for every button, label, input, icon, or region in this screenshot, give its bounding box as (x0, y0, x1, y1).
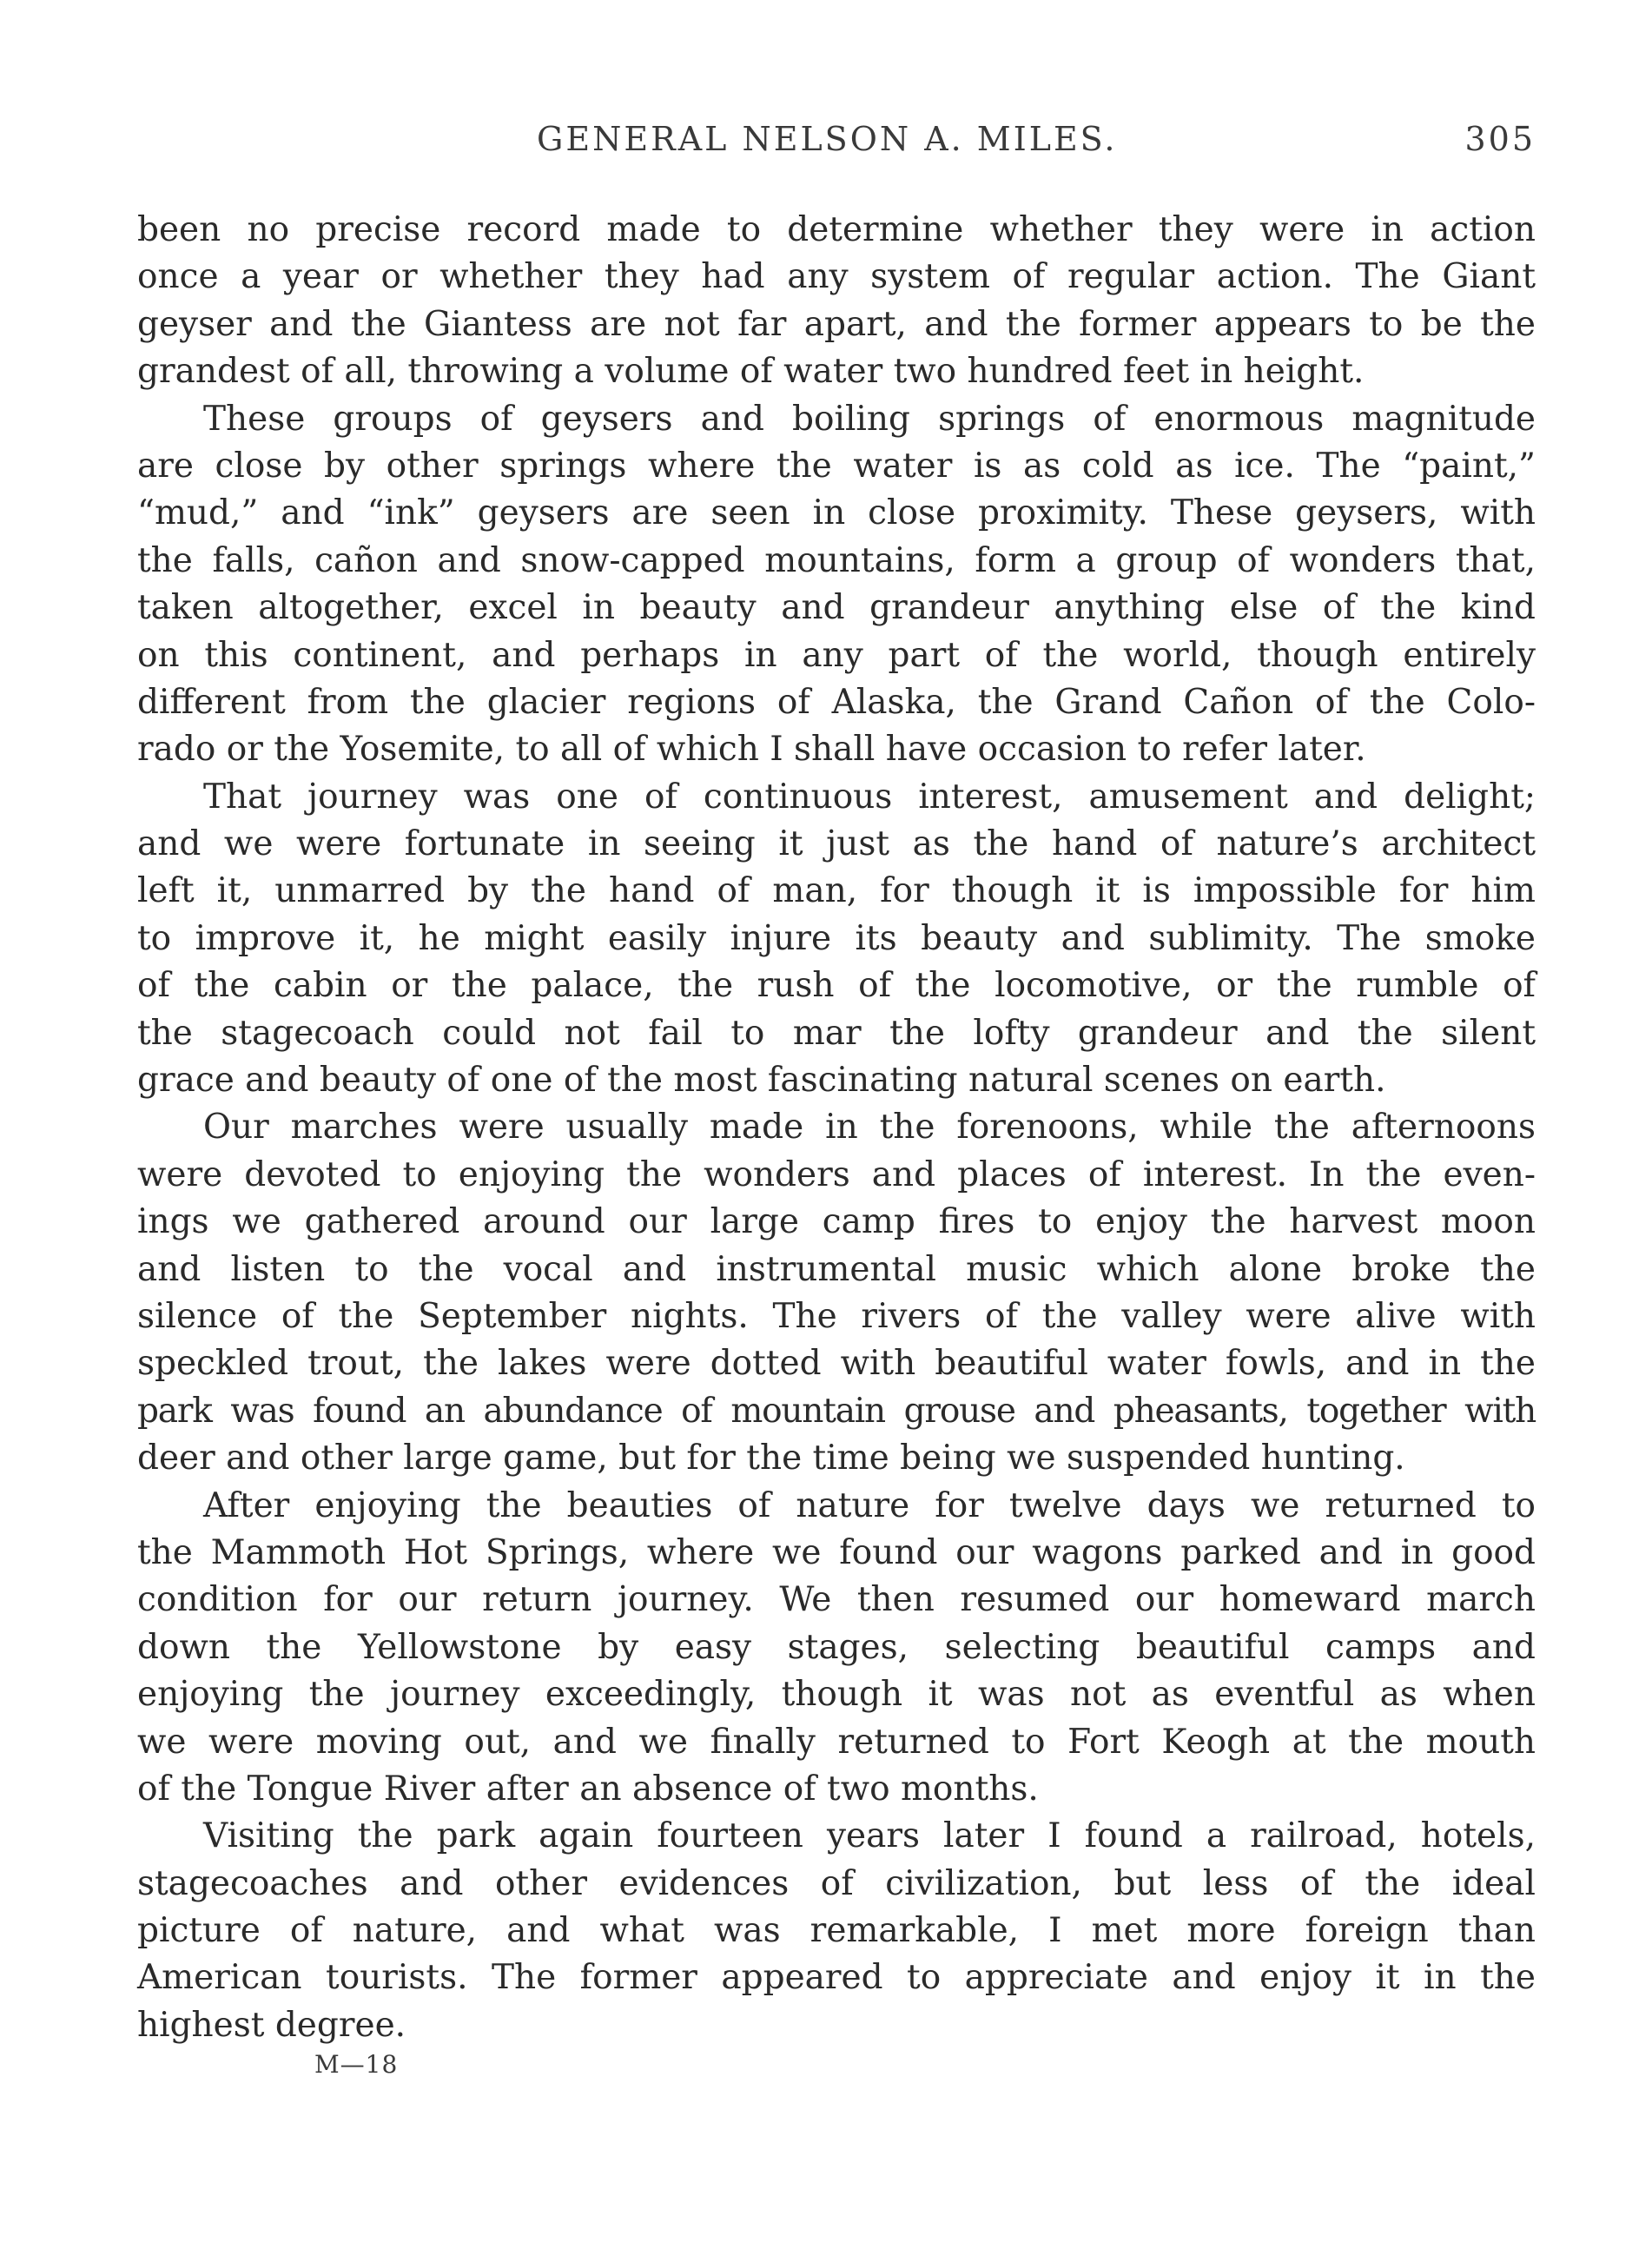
text-line: condition for our return journey. We then resumed our homeward march (137, 1580, 1536, 1620)
text-line: left it, unmarred by the hand of man, for though it is impossible for him (137, 871, 1536, 911)
text-line: grandest of all, throwing a volume of water two hundred feet in height. (137, 352, 1365, 392)
page-number: 305 (1464, 120, 1536, 158)
signature-mark: M—18 (314, 2050, 399, 2079)
text-line: of the cabin or the palace, the rush of the locomotive, or the rumble of (137, 966, 1536, 1006)
text-line: ings we gathered around our large camp fires to enjoy the harvest moon (137, 1202, 1536, 1242)
text-line: and listen to the vocal and instrumental music which alone broke the (137, 1249, 1536, 1289)
text-line: park was found an abundance of mountain grouse and pheasants, together with (137, 1391, 1536, 1431)
text-line: highest degree. (137, 2005, 406, 2045)
text-line: been no precise record made to determine whether they were in action (137, 210, 1536, 249)
running-title: GENERAL NELSON A. MILES. (537, 120, 1118, 158)
text-line: These groups of geysers and boiling springs of enormous magnitude (203, 399, 1536, 439)
text-line: to improve it, he might easily injure its beauty and sublimity. The smoke (137, 918, 1536, 958)
text-line: grace and beauty of one of the most fascinating natural scenes on earth. (137, 1061, 1386, 1101)
text-line: and we were fortunate in seeing it just as the hand of nature’s architect (137, 824, 1536, 864)
text-line: down the Yellowstone by easy stages, selecting beautiful camps and (137, 1627, 1536, 1667)
text-line: deer and other large game, but for the time being we suspended hunting. (137, 1439, 1405, 1478)
text-line: taken altogether, excel in beauty and grandeur anything else of the kind (137, 588, 1536, 628)
text-line: the stagecoach could not fail to mar the lofty grandeur and the silent (137, 1013, 1536, 1053)
text-line: the falls, cañon and snow-capped mountains, form a group of wonders that, (137, 540, 1536, 580)
text-line: are close by other springs where the water is as cold as ice. The “paint,” (137, 446, 1536, 486)
text-line: rado or the Yosemite, to all of which I shall have occasion to refer later. (137, 730, 1366, 770)
text-line: stagecoaches and other evidences of civilization, but less of the ideal (137, 1863, 1536, 1903)
body-text (137, 207, 1536, 2049)
running-head (137, 120, 1536, 172)
text-line: “mud,” and “ink” geysers are seen in close proximity. These geysers, with (137, 493, 1536, 533)
text-line: enjoying the journey exceedingly, though it was not as eventful as when (137, 1675, 1536, 1715)
text-line: speckled trout, the lakes were dotted with beautiful water fowls, and in the (137, 1344, 1536, 1384)
text-line: Visiting the park again fourteen years later I found a railroad, hotels, (203, 1816, 1536, 1856)
text-line: silence of the September nights. The rivers of the valley were alive with (137, 1296, 1536, 1336)
text-line: we were moving out, and we finally returned to Fort Keogh at the mouth (137, 1722, 1536, 1762)
text-line: picture of nature, and what was remarkable, I met more foreign than (137, 1911, 1536, 1951)
text-line: the Mammoth Hot Springs, where we found our wagons parked and in good (137, 1532, 1536, 1572)
text-line: geyser and the Giantess are not far apart, and the former appears to be the (137, 304, 1536, 344)
text-line: After enjoying the beauties of nature for twelve days we returned to (203, 1485, 1536, 1525)
text-line: once a year or whether they had any system of regular action. The Giant (137, 257, 1536, 297)
text-line: were devoted to enjoying the wonders and places of interest. In the even- (137, 1154, 1536, 1194)
text-line: American tourists. The former appeared to appreciate and enjoy it in the (137, 1958, 1536, 1998)
text-line: of the Tongue River after an absence of two months. (137, 1769, 1039, 1809)
text-line: Our marches were usually made in the forenoons, while the afternoons (203, 1108, 1536, 1148)
text-line: different from the glacier regions of Alaska, the Grand Cañon of the Colo- (137, 682, 1536, 722)
text-line: on this continent, and perhaps in any part of the world, though entirely (137, 635, 1536, 675)
text-line: That journey was one of continuous interest, amusement and delight; (203, 777, 1536, 817)
